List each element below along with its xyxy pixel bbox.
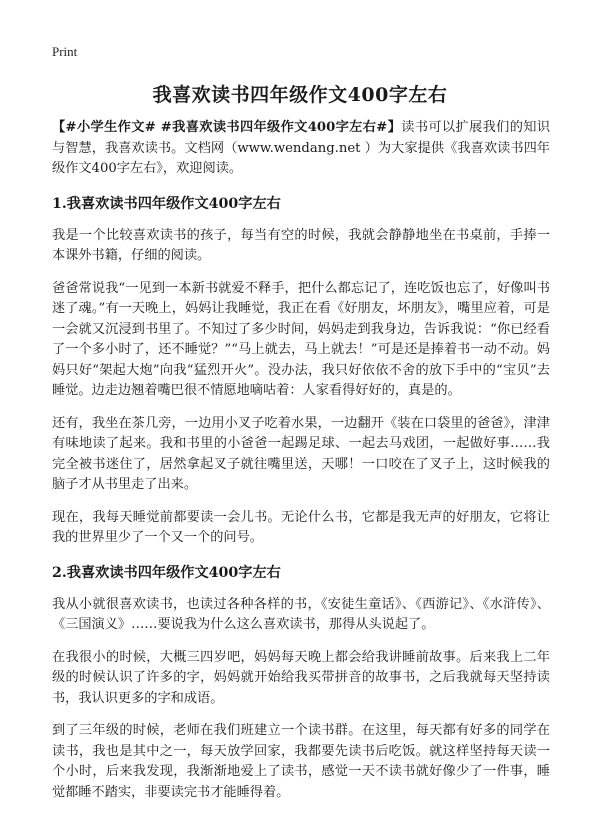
section-paragraph: 在我很小的时候，大概三四岁吧，妈妈每天晚上都会给我讲睡前故事。后来我上二年级的时候认识了许多的字，妈妈就开始给我买带拼音的故事书，之后我就每天坚持读书，我认识更多的字和成语。 [52,649,550,706]
section-paragraph: 还有，我坐在茶几旁，一边用小叉子吃着水果，一边翻开《装在口袋里的爸爸》，津津有味地读了起来。我和书里的小爸爸一起踢足球、一起去马戏团，一起做好事……我完全被书迷住了，居然拿起叉子就往嘴里送，天哪！一口咬在了叉子上，这时候我的脑子才从书里走了出来。 [52,415,550,492]
section-heading: 2.我喜欢读书四年级作文400字左右 [52,564,281,581]
intro-paragraph [52,118,550,180]
intro-tags: 【#小学生作文# #我喜欢读书四年级作文400字左右#】 [52,120,402,135]
section-paragraph: 我从小就很喜欢读书，也读过各种各样的书，《安徒生童话》、《西游记》、《水浒传》、《三国演义》……要说我为什么这么喜欢读书，那得从头说起了。 [52,596,550,632]
section-heading: 1.我喜欢读书四年级作文400字左右 [52,195,281,212]
section-paragraph: 现在，我每天睡觉前都要读一会儿书。无论什么书，它都是我无声的好朋友，它将让我的世界里少了一个又一个的问号。 [52,509,550,545]
intro-text: 读书可以扩展我们的知识与智慧，我喜欢读书。文档网（www.wendang.net ）为大家提供《我喜欢读书四年级作文400字左右》，欢迎阅读。 [52,120,551,176]
section-paragraph: 到了三年级的时候，老师在我们班建立一个读书群。在这里，每天都有好多的同学在读书，我也是其中之一，每天放学回家，我都要先读书后吃饭。就这样坚持每天读一个小时，后来我发现，我渐渐地爱上了读书，感觉一天不读书就好像少了一件事，睡觉都睡不踏实，非要读完书才能睡得着。 [52,723,550,800]
section-paragraph: 我是一个比较喜欢读书的孩子，每当有空的时候，我就会静静地坐在书桌前，手捧一本课外书籍，仔细的阅读。 [52,227,550,263]
print-label[interactable]: Print [52,44,78,59]
page-title: 我喜欢读书四年级作文400字左右 [152,84,448,106]
article-body [52,118,550,815]
section-paragraph: 爸爸常说我“一见到一本新书就爱不释手，把什么都忘记了，连吃饭也忘了，好像叫书迷了魂。”有一天晚上，妈妈让我睡觉，我正在看《好朋友，坏朋友》，嘴里应着，可是一会就又沉浸到书里了。不知过了多少时间，妈妈走到我身边，告诉我说：“你已经看了一个多小时了，还不睡觉？”“马上就去，马上就去！”可是还是捧着书一动不动。妈妈只好“架起大炮”向我“猛烈开火”。没办法，我只好依依不舍的放下手中的“宝贝”去睡觉。边走边翘着嘴巴很不情愿地嘀咕着：人家看得好好的，真是的。 [52,280,550,398]
